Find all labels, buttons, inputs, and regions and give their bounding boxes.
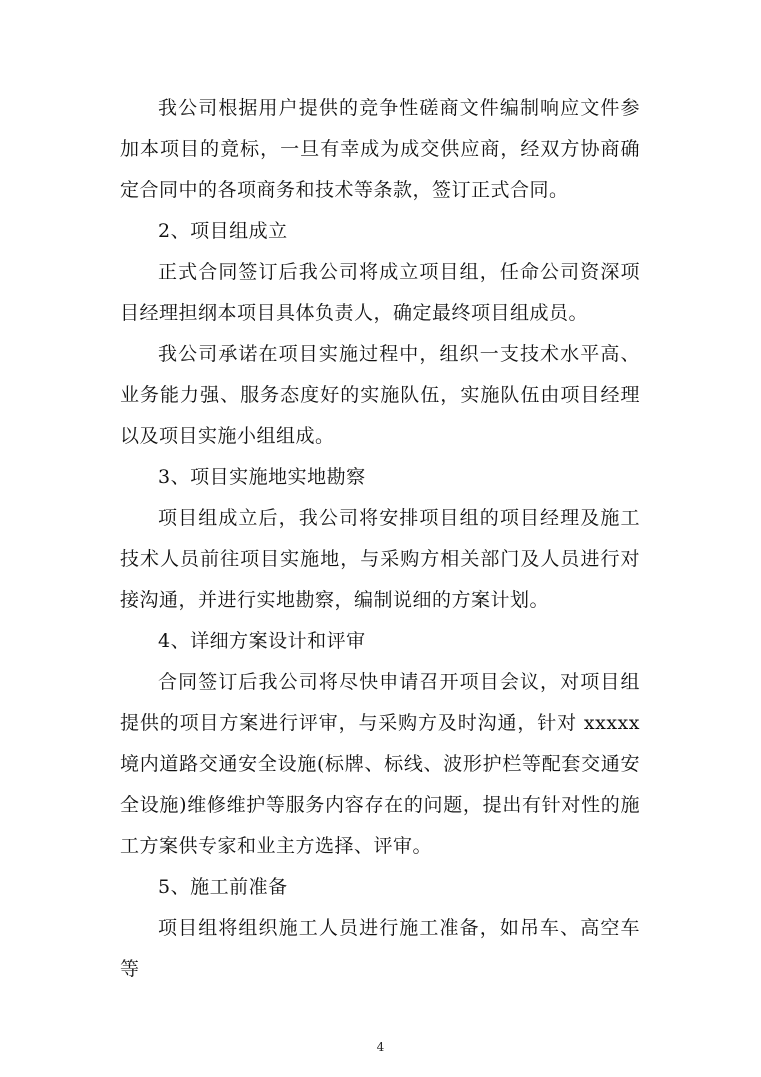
paragraph-preparation: 项目组将组织施工人员进行施工准备，如吊车、高空车等 xyxy=(120,917,640,980)
page-number: 4 xyxy=(376,1040,385,1054)
document-body xyxy=(120,88,640,990)
paragraph-site-survey: 项目组成立后，我公司将安排项目组的项目经理及施工技术人员前往项目实施地，与采购方相关部门及人员进行对接沟通，并进行实地勘察，编制说细的方案计划。 xyxy=(120,507,640,611)
section-heading-team-setup: 2、项目组成立 xyxy=(158,220,288,242)
paragraph-contract-signing: 我公司根据用户提供的竞争性磋商文件编制响应文件参加本项目的竟标，一旦有幸成为成交供应商，经双方协商确定合同中的各项商务和技术等条款，签订正式合同。 xyxy=(120,97,640,201)
paragraph-team-formation: 正式合同签订后我公司将成立项目组，任命公司资深项目经理担纲本项目具体负责人，确定最终项目组成员。 xyxy=(120,261,640,324)
paragraph-plan-review: 合同签订后我公司将尽快申请召开项目会议，对项目组提供的项目方案进行评审，与采购方及时沟通，针对 xxxxx 境内道路交通安全设施(标牌、标线、波形护栏等配套交通安全设施)维修维护等服务内容存在的问题，提出有针对性的施工方案供专家和业主方选择、评审。 xyxy=(120,671,640,857)
section-heading-plan-review: 4、详细方案设计和评审 xyxy=(158,630,366,652)
section-heading-preparation: 5、施工前准备 xyxy=(158,876,288,898)
section-heading-site-survey: 3、项目实施地实地勘察 xyxy=(158,466,366,488)
paragraph-team-commitment: 我公司承诺在项目实施过程中，组织一支技术水平高、业务能力强、服务态度好的实施队伍，实施队伍由项目经理以及项目实施小组组成。 xyxy=(120,343,640,447)
